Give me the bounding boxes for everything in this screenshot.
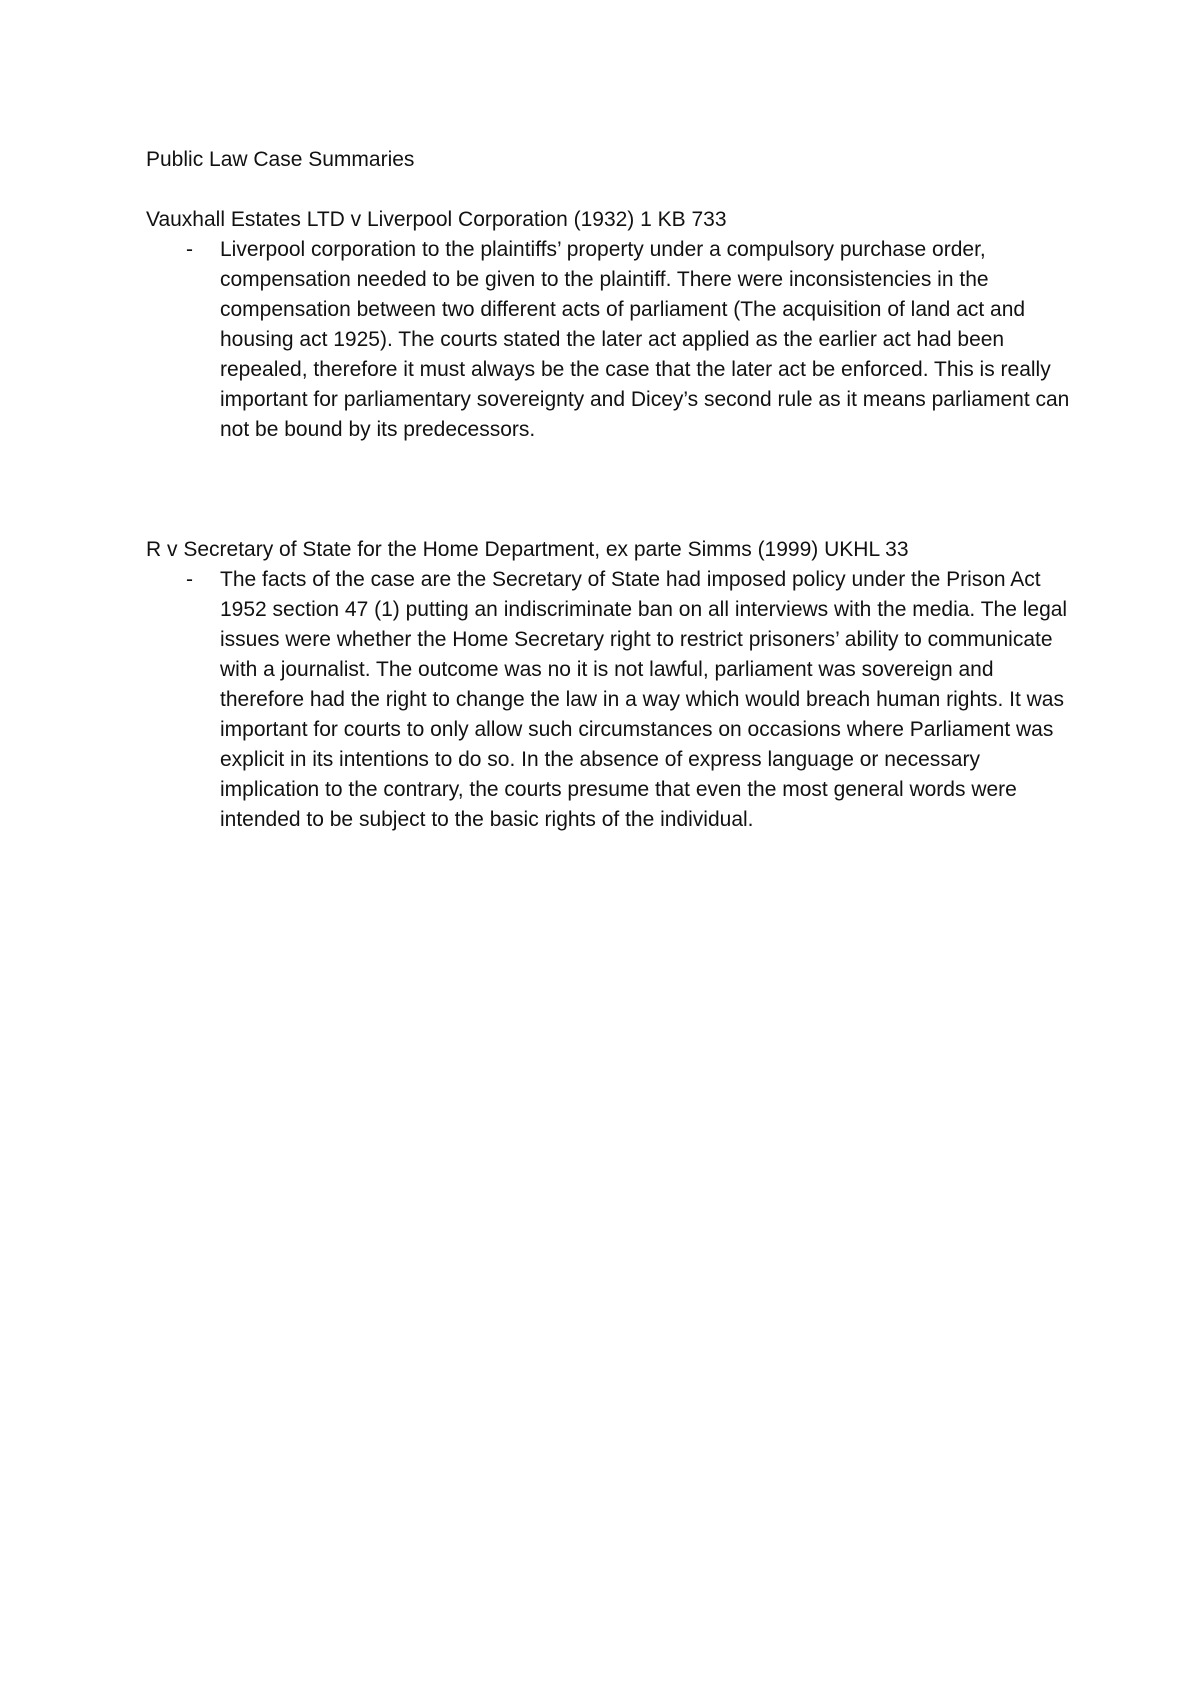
case-summary-vauxhall bbox=[146, 205, 1076, 445]
bullet-dash: - bbox=[186, 568, 193, 591]
case-summary-item bbox=[146, 565, 1076, 835]
case-summary-text: Liverpool corporation to the plaintiffs’ property under a compulsory purchase order, compensation needed to be given to the plaintiff. There were inconsistencies in the compensation between two different acts of parliament (The acquisition of land act and housing act 1925). The courts stated the later act applied as the earlier act had been repealed, therefore it must always be the case that the later act be enforced. This is really important for parliamentary sovereignty and Dicey’s second rule as it means parliament can not be bound by its predecessors. bbox=[220, 238, 1070, 441]
case-summary-simms bbox=[146, 535, 1076, 835]
bullet-dash: - bbox=[186, 238, 193, 261]
case-summary-item bbox=[146, 235, 1076, 445]
case-heading: Vauxhall Estates LTD v Liverpool Corporation (1932) 1 KB 733 bbox=[146, 208, 727, 231]
case-summary-text: The facts of the case are the Secretary of State had imposed policy under the Prison Act 1952 section 47 (1) putting an indiscriminate ban on all interviews with the media. The legal issues were whether the Home Secretary right to restrict prisoners’ ability to communicate with a journalist. The outcome was no it is not lawful, parliament was sovereign and therefore had the right to change the law in a way which would breach human rights. It was important for courts to only allow such circumstances on occasions where Parliament was explicit in its intentions to do so. In the absence of express language or necessary implication to the contrary, the courts presume that even the most general words were intended to be subject to the basic rights of the individual. bbox=[220, 568, 1068, 831]
case-heading: R v Secretary of State for the Home Department, ex parte Simms (1999) UKHL 33 bbox=[146, 538, 909, 561]
document-body bbox=[146, 145, 1076, 835]
document-title: Public Law Case Summaries bbox=[146, 148, 415, 171]
